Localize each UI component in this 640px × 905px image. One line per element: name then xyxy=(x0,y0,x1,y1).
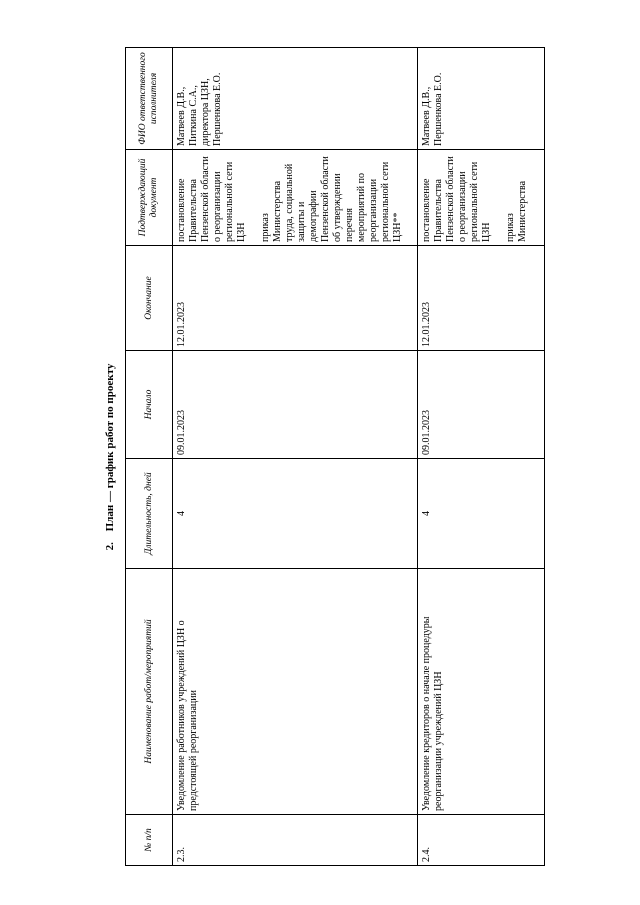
row-number: 2.4. xyxy=(418,815,545,866)
section-title xyxy=(103,48,117,866)
header-doc: Подтверждающий документ xyxy=(126,150,173,246)
rotated-document-page xyxy=(103,48,593,866)
row-number: 2.3. xyxy=(173,815,418,866)
header-num: № п/п xyxy=(126,815,173,866)
start-date: 09.01.2023 xyxy=(418,351,545,459)
end-date: 12.01.2023 xyxy=(173,246,418,351)
supporting-document: постановление Правительства Пензенской области о реорганизации региональной сети ЦЗН приказ Министерства труда, социальной защиты и демографии Пензенской области об утверждении перечня мероприятий по реорганизации региональной сети ЦЗН** xyxy=(173,150,418,246)
duration-days: 4 xyxy=(418,459,545,569)
start-date: 09.01.2023 xyxy=(173,351,418,459)
task-name: Уведомление кредиторов о начале процедуры реорганизации учреждений ЦЗН xyxy=(418,569,545,815)
work-plan-table xyxy=(125,47,545,866)
header-start: Начало xyxy=(126,351,173,459)
header-name: Наименование работ/мероприятий xyxy=(126,569,173,815)
header-responsible: ФИО ответственного исполнителя xyxy=(126,48,173,150)
responsible-person: Матвеев Д.В., Питкина С.А., директора ЦЗН, Першенкова Е.О. xyxy=(173,48,418,150)
section-number: 2. xyxy=(104,542,116,551)
responsible-person: Матвеев Д.В., Першенкова Е.О. xyxy=(418,48,545,150)
duration-days: 4 xyxy=(173,459,418,569)
supporting-document: постановление Правительства Пензенской области о реорганизации региональной сети ЦЗН приказ Министерства xyxy=(418,150,545,246)
section-heading: План — график работ по проекту xyxy=(104,363,116,532)
task-name: Уведомление работников учреждений ЦЗН о предстоящей реорганизации xyxy=(173,569,418,815)
end-date: 12.01.2023 xyxy=(418,246,545,351)
table-row xyxy=(418,48,545,866)
table-header-row xyxy=(126,48,173,866)
header-duration: Длительность, дней xyxy=(126,459,173,569)
table-row xyxy=(173,48,418,866)
header-end: Окончание xyxy=(126,246,173,351)
